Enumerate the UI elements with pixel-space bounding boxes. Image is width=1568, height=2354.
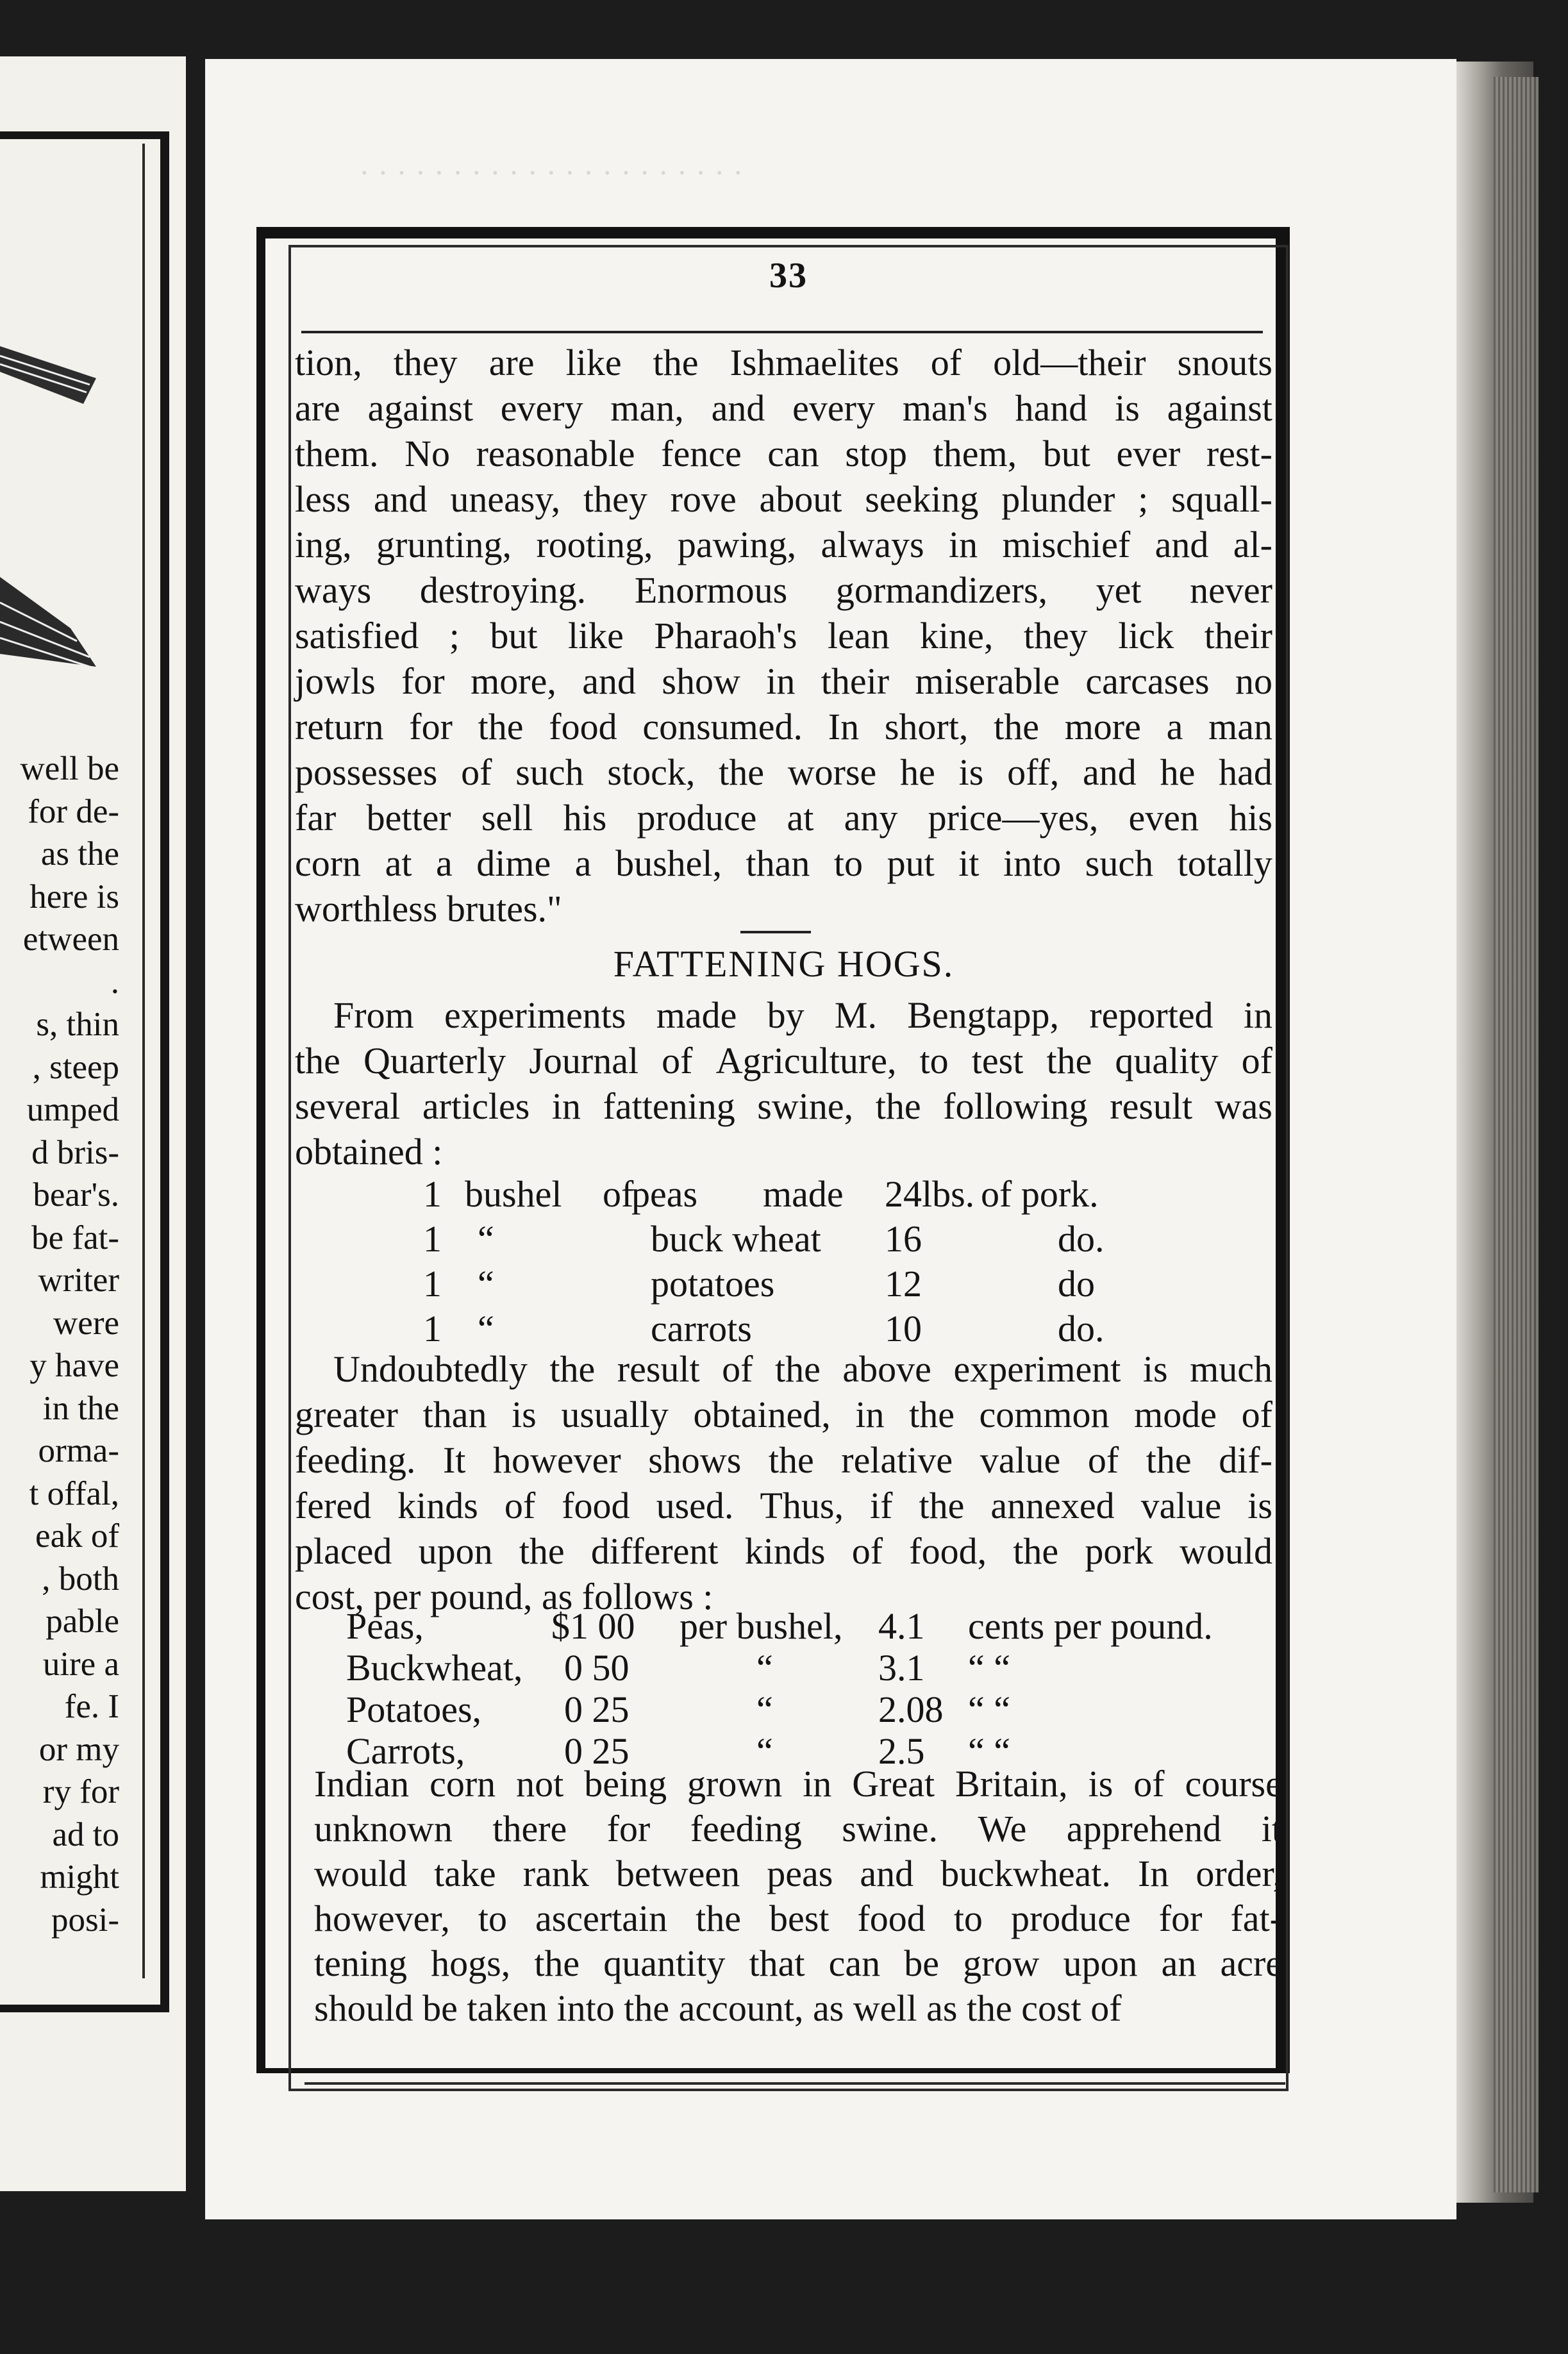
text-line: far better sell his produce at any price—yes, even his bbox=[295, 797, 1272, 839]
cost-price: $1 00 bbox=[551, 1605, 635, 1647]
yield-of: of bbox=[603, 1173, 634, 1215]
text-line: obtained : bbox=[295, 1131, 443, 1173]
cost-cents: 2.5 bbox=[878, 1730, 925, 1772]
left-page-line: umped bbox=[26, 1091, 119, 1128]
left-page-line: as the bbox=[40, 835, 119, 872]
left-page-line: bear's. bbox=[33, 1176, 119, 1214]
yield-amount: 24lbs. bbox=[885, 1173, 975, 1215]
text-line: cost, per pound, as follows : bbox=[295, 1576, 713, 1617]
left-page-line: were bbox=[53, 1304, 119, 1342]
left-page-line: might bbox=[40, 1858, 119, 1896]
text-line: tion, they are like the Ishmaelites of old—their snouts bbox=[295, 342, 1272, 383]
text-line: however, to ascertain the best food to produce for fat- bbox=[314, 1898, 1282, 1939]
text-line: Indian corn not being grown in Great Britain, is of course bbox=[314, 1763, 1282, 1805]
left-page-line: , steep bbox=[32, 1048, 119, 1086]
paragraph-analysis bbox=[295, 1346, 1272, 1619]
left-page-line: t offal, bbox=[29, 1474, 119, 1512]
text-line: From experiments made by M. Bengtapp, reported in bbox=[333, 994, 1272, 1036]
text-line: are against every man, and every man's hand is against bbox=[295, 387, 1272, 429]
text-line: corn at a dime a bushel, than to put it into such totally bbox=[295, 842, 1272, 884]
yield-unit: bushel bbox=[465, 1173, 562, 1215]
text-line: placed upon the different kinds of food, the pork would bbox=[295, 1530, 1272, 1572]
left-page-line: pable bbox=[46, 1603, 119, 1640]
yield-qty: 1 bbox=[423, 1263, 442, 1305]
yield-result: do bbox=[1058, 1263, 1095, 1305]
left-engraving-top bbox=[0, 333, 103, 410]
yield-verb: made bbox=[763, 1173, 844, 1215]
show-through-text: · · · · · · · · · · · · · · · · · · · · · bbox=[359, 154, 744, 190]
yield-qty: 1 bbox=[423, 1218, 442, 1260]
left-page-line: d bris- bbox=[31, 1133, 119, 1171]
yield-result: do. bbox=[1058, 1308, 1105, 1349]
text-line: tening hogs, the quantity that can be grow upon an acre bbox=[314, 1942, 1282, 1984]
cost-per: “ bbox=[756, 1730, 773, 1772]
cost-per: “ bbox=[756, 1689, 773, 1730]
left-page-line: or my bbox=[38, 1730, 119, 1768]
yield-unit: “ bbox=[478, 1218, 494, 1260]
left-page-line: here is bbox=[29, 878, 119, 915]
article-heading: FATTENING HOGS. bbox=[613, 943, 955, 985]
left-page-line: s, thin bbox=[36, 1006, 119, 1043]
left-page-line: writer bbox=[38, 1262, 119, 1299]
cost-cents: 3.1 bbox=[878, 1647, 925, 1689]
paragraph-indian-corn bbox=[314, 1762, 1282, 2031]
yield-unit: “ bbox=[478, 1263, 494, 1305]
yield-amount: 12 bbox=[885, 1263, 922, 1305]
cost-unit: “ “ bbox=[968, 1647, 1010, 1689]
cost-per: per bushel, bbox=[680, 1605, 843, 1647]
cost-cents: 2.08 bbox=[878, 1689, 944, 1730]
cost-unit: “ “ bbox=[968, 1730, 1010, 1772]
text-line: would take rank between peas and buckwheat. In order, bbox=[314, 1853, 1282, 1894]
text-line: should be taken into the account, as well as the cost of bbox=[314, 1987, 1122, 2029]
left-page-line: be fat- bbox=[31, 1219, 119, 1256]
left-page-line: ad to bbox=[52, 1816, 119, 1853]
yield-item: peas bbox=[631, 1173, 698, 1215]
yield-result: of pork. bbox=[981, 1173, 1099, 1215]
left-engraving-bottom bbox=[0, 577, 103, 680]
left-page-line: uire a bbox=[42, 1645, 119, 1683]
left-page-line: well be bbox=[20, 750, 119, 787]
paragraph-intro bbox=[295, 992, 1272, 1174]
section-divider bbox=[740, 931, 811, 933]
page-stack-edges bbox=[1494, 77, 1539, 2192]
left-page-line: fe. I bbox=[64, 1688, 119, 1725]
left-page-line: in the bbox=[42, 1389, 119, 1427]
text-line: feeding. It however shows the relative value of the dif- bbox=[295, 1439, 1272, 1481]
text-line: the Quarterly Journal of Agriculture, to test the quality of bbox=[295, 1040, 1272, 1081]
text-line: ways destroying. Enormous gormandizers, yet never bbox=[295, 569, 1272, 611]
left-page-line: y have bbox=[29, 1347, 119, 1384]
text-line: fered kinds of food used. Thus, if the annexed value is bbox=[295, 1485, 1272, 1526]
yield-amount: 16 bbox=[885, 1218, 922, 1260]
text-line: satisfied ; but like Pharaoh's lean kine, they lick their bbox=[295, 615, 1272, 656]
yield-qty: 1 bbox=[423, 1308, 442, 1349]
yield-item: carrots bbox=[651, 1308, 752, 1349]
footer-rule bbox=[304, 2082, 1285, 2085]
paragraph-continuation bbox=[295, 340, 1272, 931]
yield-result: do. bbox=[1058, 1218, 1105, 1260]
text-line: jowls for more, and show in their miserable carcases no bbox=[295, 660, 1272, 702]
text-line: them. No reasonable fence can stop them, but ever rest- bbox=[295, 433, 1272, 474]
header-rule bbox=[301, 331, 1263, 333]
yield-item: buck wheat bbox=[651, 1218, 821, 1260]
text-line: ing, grunting, rooting, pawing, always in mischief and al- bbox=[295, 524, 1272, 565]
left-page-line: posi- bbox=[51, 1901, 119, 1939]
cost-unit: cents per pound. bbox=[968, 1605, 1213, 1647]
left-page-line: eak of bbox=[35, 1517, 119, 1555]
text-line: worthless brutes." bbox=[295, 888, 562, 930]
cost-food: Peas, bbox=[346, 1605, 424, 1647]
text-line: less and uneasy, they rove about seeking plunder ; squall- bbox=[295, 478, 1272, 520]
yield-item: potatoes bbox=[651, 1263, 775, 1305]
text-line: return for the food consumed. In short, the more a man bbox=[295, 706, 1272, 747]
cost-food: Carrots, bbox=[346, 1730, 465, 1772]
text-line: possesses of such stock, the worse he is off, and he had bbox=[295, 751, 1272, 793]
cost-food: Buckwheat, bbox=[346, 1647, 523, 1689]
text-line: Undoubtedly the result of the above experiment is much bbox=[333, 1348, 1272, 1390]
left-page-line: ry for bbox=[42, 1773, 119, 1810]
left-page-line: for de- bbox=[28, 792, 119, 830]
text-line: greater than is usually obtained, in the common mode of bbox=[295, 1394, 1272, 1435]
cost-price: 0 25 bbox=[564, 1730, 630, 1772]
page-number: 33 bbox=[769, 256, 808, 296]
cost-cents: 4.1 bbox=[878, 1605, 925, 1647]
text-line: unknown there for feeding swine. We apprehend it bbox=[314, 1808, 1282, 1849]
left-page-text bbox=[0, 747, 119, 1941]
cost-price: 0 25 bbox=[564, 1689, 630, 1730]
cost-food: Potatoes, bbox=[346, 1689, 482, 1730]
left-page-line: etween bbox=[22, 921, 119, 958]
cost-price: 0 50 bbox=[564, 1647, 630, 1689]
yield-qty: 1 bbox=[423, 1173, 442, 1215]
left-page-line: . bbox=[110, 963, 119, 1001]
yield-unit: “ bbox=[478, 1308, 494, 1349]
left-page-line: orma- bbox=[38, 1432, 119, 1469]
cost-unit: “ “ bbox=[968, 1689, 1010, 1730]
yield-amount: 10 bbox=[885, 1308, 922, 1349]
cost-per: “ bbox=[756, 1647, 773, 1689]
text-line: several articles in fattening swine, the following result was bbox=[295, 1085, 1272, 1127]
left-page-line: , both bbox=[42, 1560, 119, 1598]
